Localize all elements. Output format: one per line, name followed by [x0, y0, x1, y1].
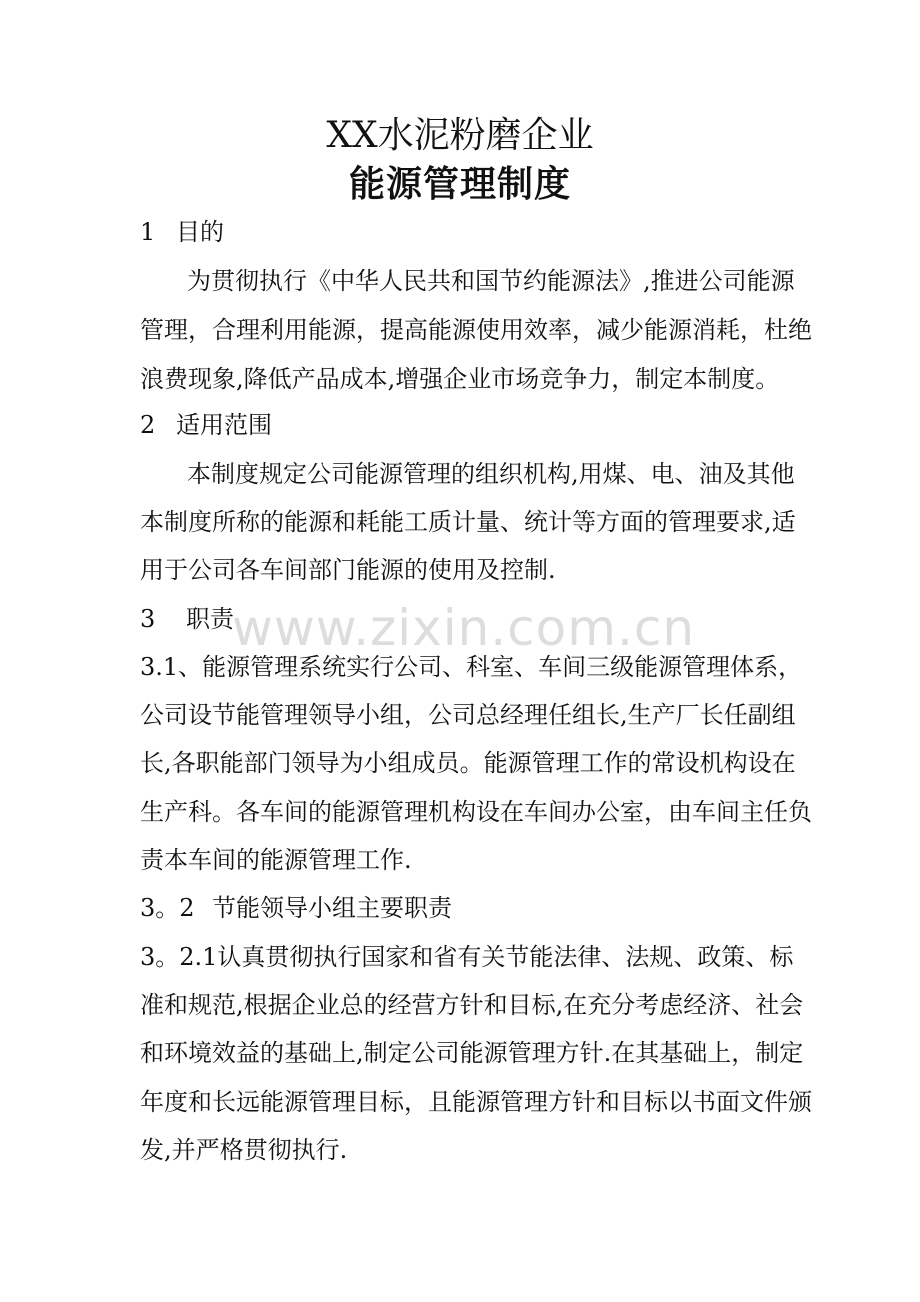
section-3-2-heading — [140, 893, 800, 923]
section-1-paragraph-line: 为贯彻执行《中华人民共和国节约能源法》,推进公司能源 — [187, 267, 795, 295]
section-2-title: 适用范围 — [176, 411, 272, 439]
section-3-2-1-line: 年度和长远能源管理目标，且能源管理方针和目标以书面文件颁 — [140, 1088, 812, 1116]
section-2-heading — [140, 410, 800, 440]
section-2-number: 2 — [140, 411, 156, 439]
section-1-paragraph-line: 管理，合理利用能源，提高能源使用效率，减少能源消耗，杜绝 — [140, 316, 812, 344]
section-3-2-1-line: 发,并严格贯彻执行. — [140, 1136, 348, 1164]
section-3-1-line: 长,各职能部门领导为小组成员。能源管理工作的常设机构设在 — [140, 749, 796, 777]
section-3-1-line: 生产科。各车间的能源管理机构设在车间办公室，由车间主任负 — [140, 798, 812, 826]
document-title-line1: XX水泥粉磨企业 — [326, 115, 594, 156]
section-3-2-title: 节能领导小组主要职责 — [212, 894, 452, 922]
section-1-number: 1 — [140, 218, 156, 246]
section-1-title: 目的 — [176, 218, 224, 246]
section-3-title: 职责 — [186, 605, 234, 633]
section-2-paragraph-line: 用于公司各车间部门能源的使用及控制. — [140, 556, 556, 584]
section-3-2-1-line: 3。2.1认真贯彻执行国家和省有关节能法律、法规、政策、标 — [140, 943, 794, 971]
section-3-1-line: 3.1、能源管理系统实行公司、科室、车间三级能源管理体系， — [140, 653, 803, 681]
watermark-text: www.zixin.com.cn — [232, 599, 696, 657]
section-2-paragraph-line: 本制度所称的能源和耗能工质计量、统计等方面的管理要求,适 — [140, 508, 796, 536]
section-1-paragraph-line: 浪费现象,降低产品成本,增强企业市场竞争力，制定本制度。 — [140, 365, 780, 393]
section-2-paragraph-line: 本制度规定公司能源管理的组织机构,用煤、电、油及其他 — [187, 460, 795, 488]
section-3-1-line: 责本车间的能源管理工作. — [140, 846, 412, 874]
section-3-2-number: 3。2 — [140, 894, 195, 922]
section-3-2-1-line: 和环境效益的基础上,制定公司能源管理方针.在其基础上，制定 — [140, 1039, 804, 1067]
section-3-2-1-line: 准和规范,根据企业总的经营方针和目标,在充分考虑经济、社会 — [140, 991, 804, 1019]
section-3-number: 3 — [140, 605, 156, 633]
section-1-heading — [140, 217, 800, 247]
document-title-line2: 能源管理制度 — [348, 163, 571, 205]
section-3-1-line: 公司设节能管理领导小组，公司总经理任组长,生产厂长任副组 — [140, 701, 796, 729]
